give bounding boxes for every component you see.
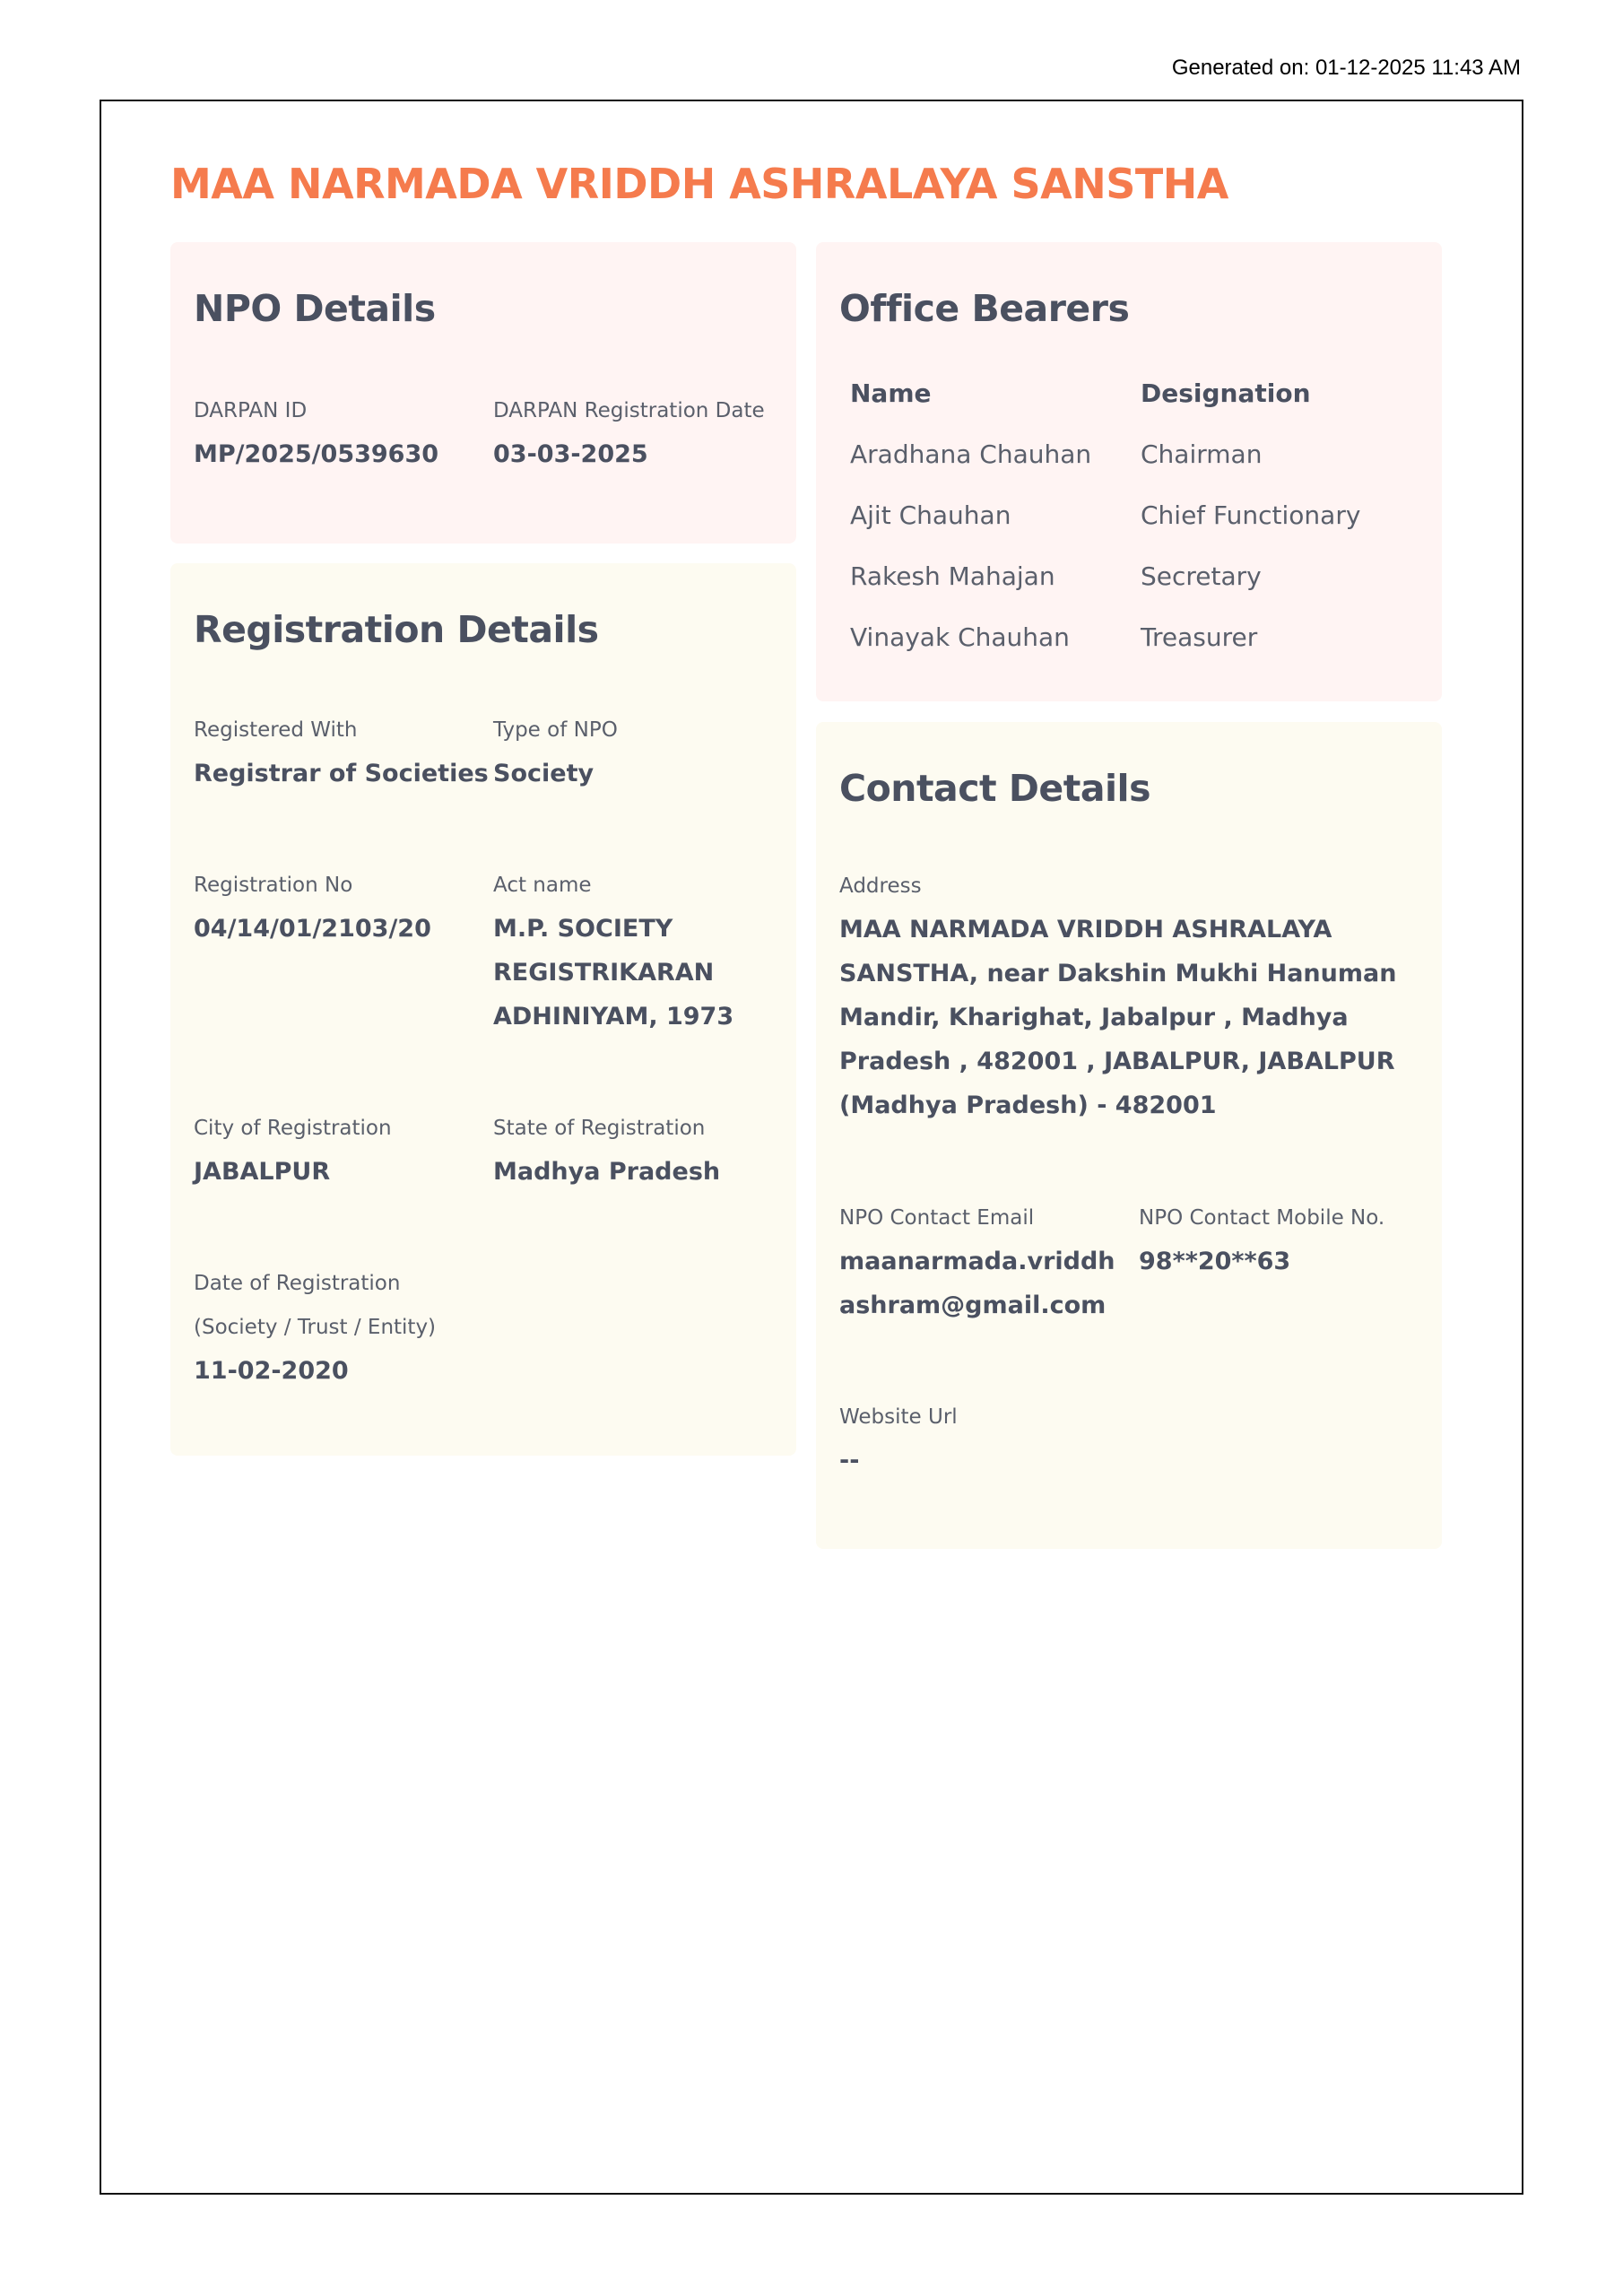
address-line: Pradesh , 482001 , JABALPUR, JABALPUR (839, 1048, 1395, 1075)
contact-email-value-cont: ashram@gmail.com (839, 1292, 1107, 1319)
contact-email-value: maanarmada.vriddh (839, 1248, 1115, 1275)
state-of-registration-value: Madhya Pradesh (493, 1158, 721, 1186)
bearer-designation: Secretary (1141, 561, 1262, 591)
act-name-label: Act name (493, 874, 592, 897)
office-bearers-card (816, 242, 1442, 701)
darpan-reg-date-label: DARPAN Registration Date (493, 399, 765, 422)
generated-timestamp: Generated on: 01-12-2025 11:43 AM (1171, 56, 1521, 80)
bearer-name: Vinayak Chauhan (850, 622, 1070, 652)
act-name-line: ADHINIYAM, 1973 (493, 1003, 734, 1031)
bearer-designation: Chief Functionary (1141, 500, 1361, 530)
contact-email-label: NPO Contact Email (839, 1206, 1035, 1230)
npo-type-label: Type of NPO (493, 718, 618, 742)
bearer-name: Aradhana Chauhan (850, 439, 1092, 469)
registration-no-value: 04/14/01/2103/20 (194, 915, 431, 943)
bearer-designation: Chairman (1141, 439, 1263, 469)
col-header-designation: Designation (1141, 378, 1311, 408)
bearer-designation: Treasurer (1141, 622, 1258, 652)
office-bearers-heading: Office Bearers (839, 287, 1130, 330)
registered-with-label: Registered With (194, 718, 358, 742)
contact-mobile-label: NPO Contact Mobile No. (1139, 1206, 1385, 1230)
registered-with-value: Registrar of Societies (194, 760, 489, 787)
city-of-registration-label: City of Registration (194, 1117, 392, 1140)
address-line: SANSTHA, near Dakshin Mukhi Hanuman (839, 960, 1397, 987)
address-line: (Madhya Pradesh) - 482001 (839, 1091, 1217, 1119)
registration-details-heading: Registration Details (194, 608, 599, 651)
date-of-registration-label: Date of Registration (194, 1272, 401, 1295)
act-name-line: REGISTRIKARAN (493, 959, 715, 987)
npo-type-value: Society (493, 760, 595, 787)
website-url-label: Website Url (839, 1405, 958, 1429)
city-of-registration-value: JABALPUR (194, 1158, 331, 1186)
address-line: Mandir, Kharighat, Jabalpur , Madhya (839, 1004, 1349, 1031)
registration-no-label: Registration No (194, 874, 353, 897)
contact-mobile-value: 98**20**63 (1139, 1248, 1291, 1275)
darpan-id-label: DARPAN ID (194, 399, 308, 422)
darpan-id-value: MP/2025/0539630 (194, 440, 439, 468)
col-header-name: Name (850, 378, 932, 408)
date-of-registration-label-sub: (Society / Trust / Entity) (194, 1316, 437, 1339)
contact-details-heading: Contact Details (839, 767, 1151, 810)
darpan-reg-date-value: 03-03-2025 (493, 440, 648, 468)
address-line: MAA NARMADA VRIDDH ASHRALAYA (839, 916, 1332, 944)
bearer-name: Rakesh Mahajan (850, 561, 1055, 591)
npo-details-card (170, 242, 796, 544)
date-of-registration-value: 11-02-2020 (194, 1357, 349, 1385)
bearer-name: Ajit Chauhan (850, 500, 1011, 530)
npo-details-heading: NPO Details (194, 287, 436, 330)
address-label: Address (839, 874, 922, 898)
website-url-value: -- (839, 1447, 860, 1474)
registration-details-card (170, 563, 796, 1456)
organization-title: MAA NARMADA VRIDDH ASHRALAYA SANSTHA (170, 160, 1228, 208)
state-of-registration-label: State of Registration (493, 1117, 706, 1140)
act-name-line: M.P. SOCIETY (493, 915, 673, 943)
contact-details-card (816, 722, 1442, 1549)
